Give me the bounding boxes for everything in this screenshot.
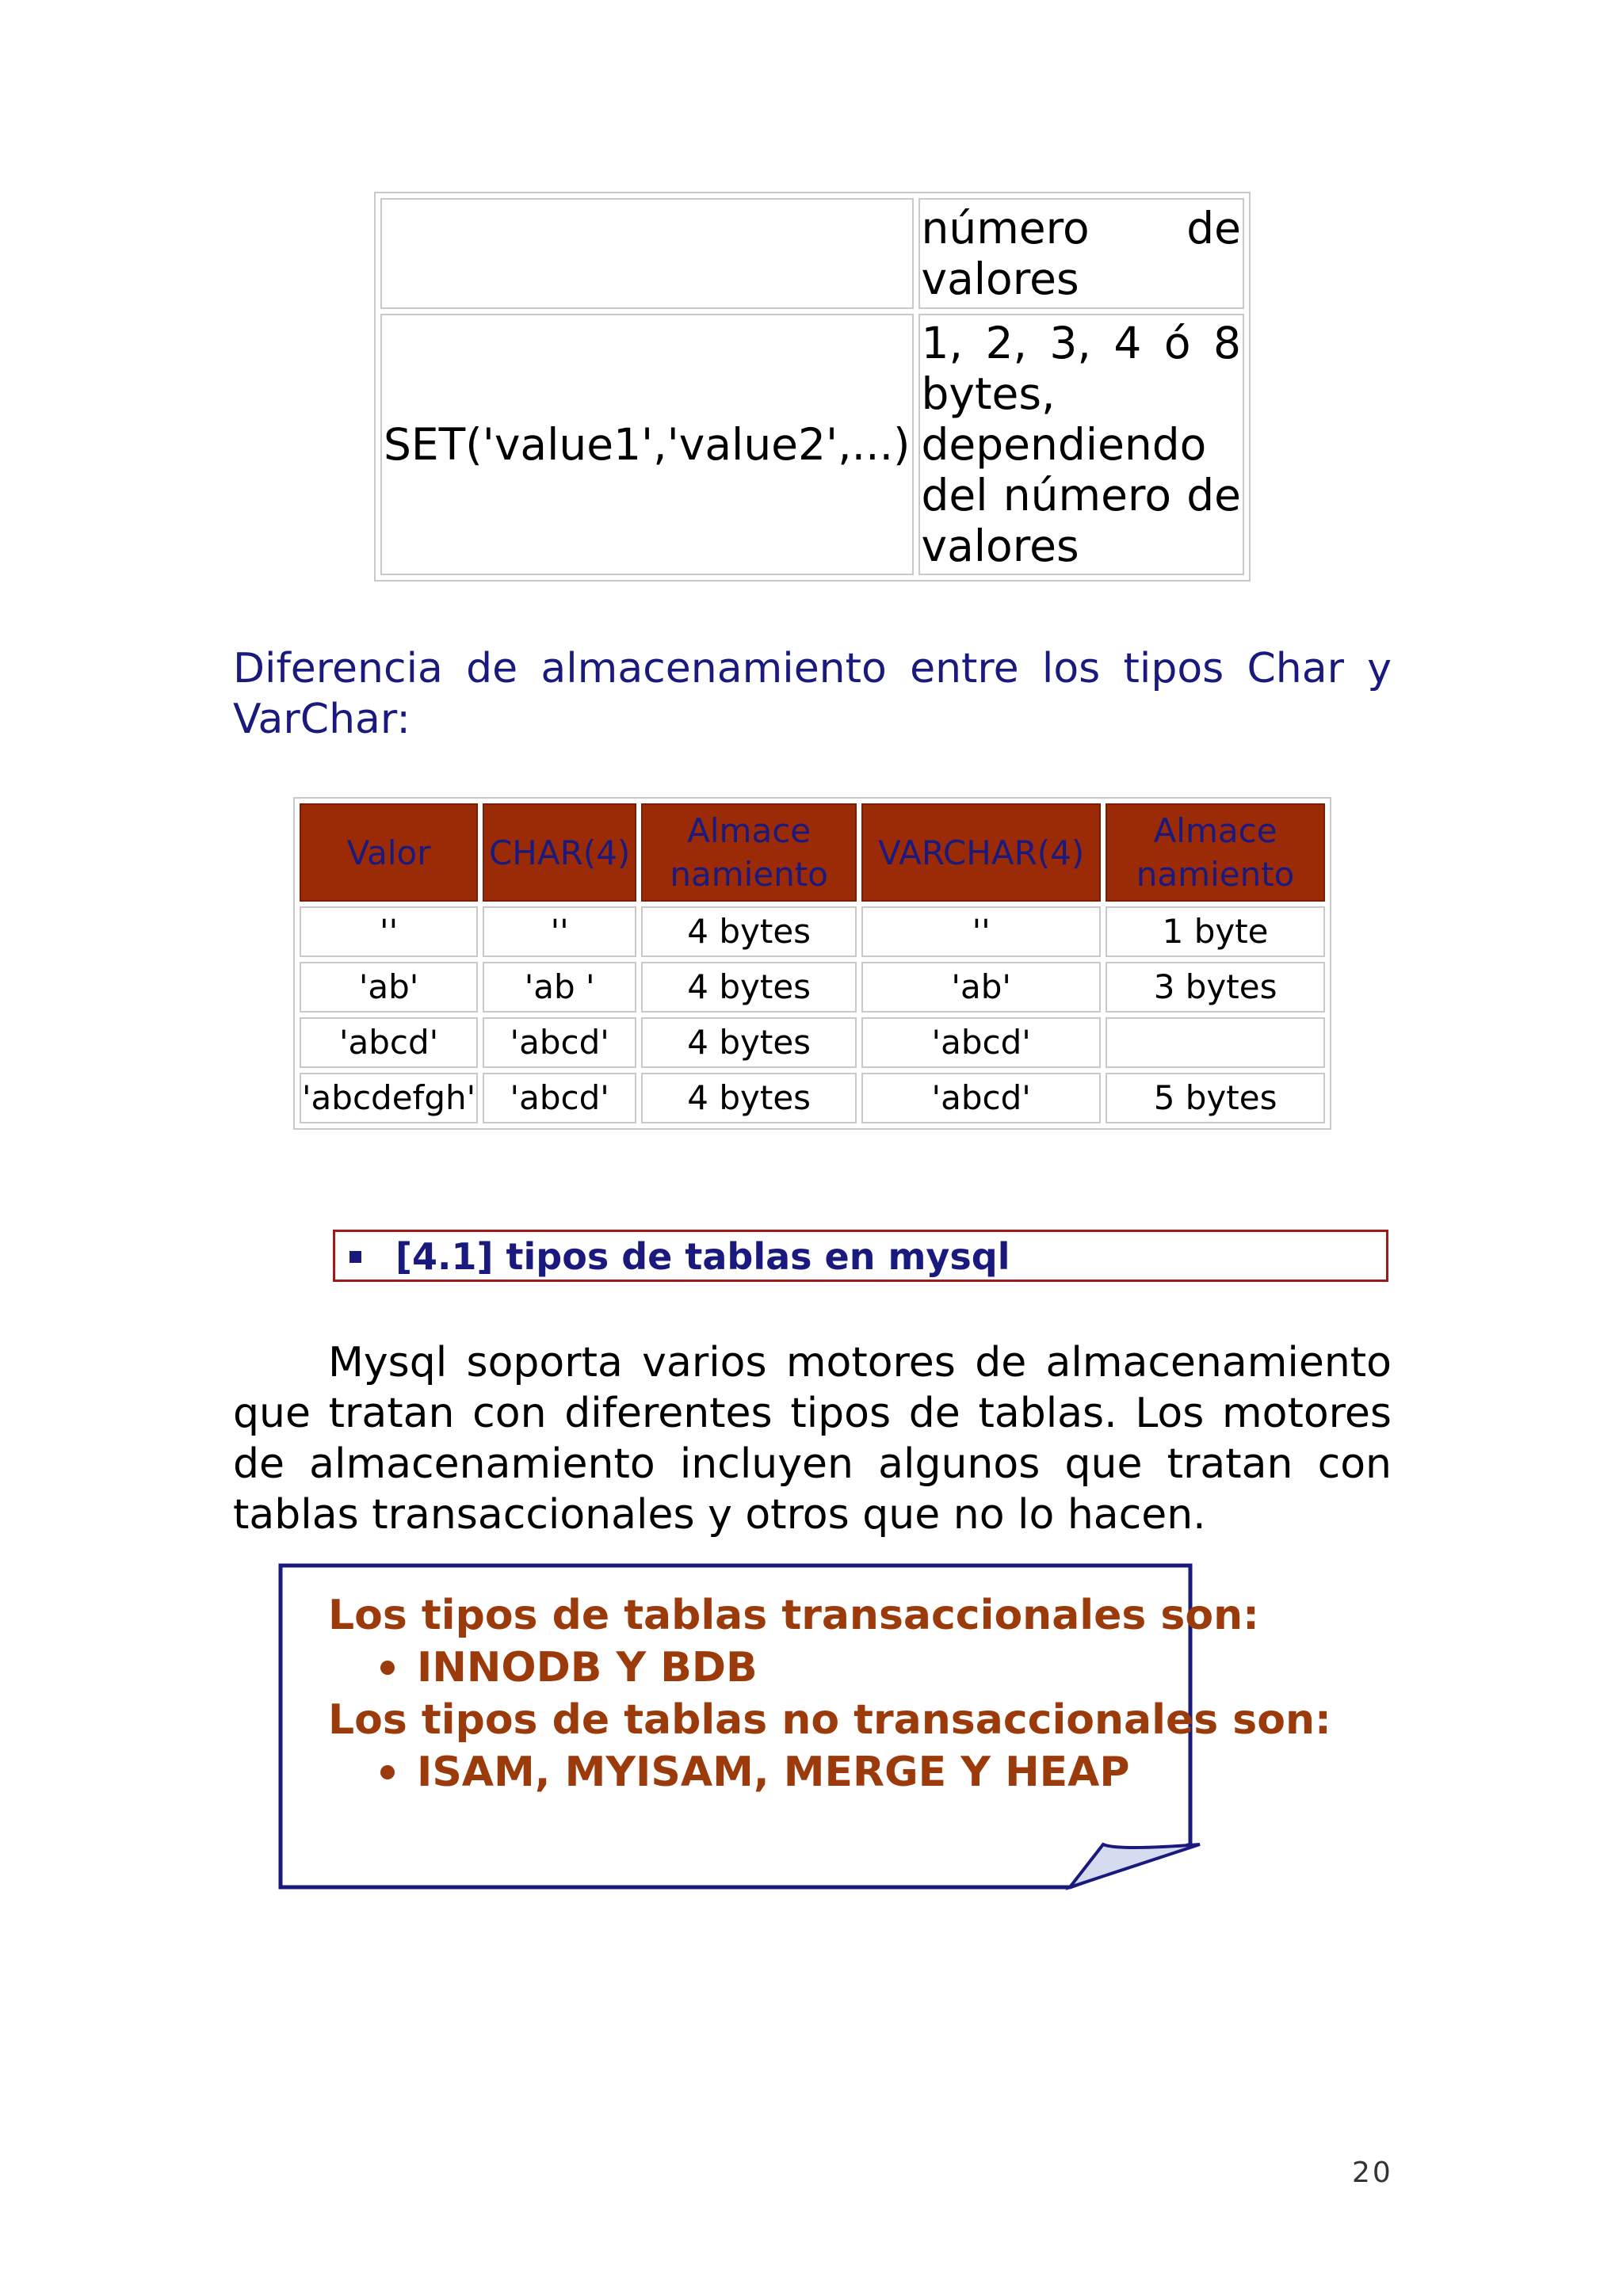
bullet-icon	[380, 1661, 395, 1675]
table-row	[380, 314, 1244, 575]
table-cell: 'abcd'	[861, 1073, 1101, 1123]
note-list-item	[328, 1746, 1331, 1798]
page-number: 20	[1352, 2157, 1393, 2189]
table-cell: 1 byte	[1106, 906, 1325, 957]
section-title-box	[333, 1230, 1388, 1282]
table-cell: 4 bytes	[641, 1017, 857, 1068]
note-item-text: ISAM, MYISAM, MERGE Y HEAP	[417, 1749, 1130, 1796]
table-header-row	[300, 803, 1325, 902]
table-row	[300, 1073, 1325, 1123]
header-valor: Valor	[300, 803, 478, 902]
table-cell: 'abcd'	[483, 1073, 636, 1123]
table-cell	[1106, 1017, 1325, 1068]
table-cell: 3 bytes	[1106, 962, 1325, 1013]
table-row	[300, 906, 1325, 957]
table-cell: ''	[861, 906, 1101, 957]
header-almacenamiento-char: Almace namiento	[641, 803, 857, 902]
table-cell: 'abcd'	[861, 1017, 1101, 1068]
body-paragraph: Mysql soporta varios motores de almacenamiento que tratan con diferentes tipos de tablas. Los motores de almacenamiento incluyen algunos que tratan con tablas transaccionales y otros que no lo hacen.	[233, 1339, 1392, 1539]
table-cell: 'ab '	[483, 962, 636, 1013]
note-content	[328, 1589, 1331, 1798]
table-cell: número de valores	[918, 198, 1244, 309]
section-heading: Diferencia de almacenamiento entre los tipos Char y VarChar:	[233, 645, 1392, 743]
table-row	[300, 1017, 1325, 1068]
table-row	[300, 962, 1325, 1013]
section-title: [4.1] tipos de tablas en mysql	[395, 1235, 1010, 1278]
table-row	[380, 198, 1244, 309]
table-cell: 5 bytes	[1106, 1073, 1325, 1123]
table-cell: 4 bytes	[641, 1073, 857, 1123]
table-cell: 'ab'	[300, 962, 478, 1013]
square-bullet-icon	[349, 1251, 361, 1263]
table-cell	[380, 198, 914, 309]
char-varchar-table	[293, 797, 1331, 1130]
table-cell: 'ab'	[861, 962, 1101, 1013]
note-line: Los tipos de tablas transaccionales son:	[328, 1592, 1259, 1639]
table-cell: 4 bytes	[641, 962, 857, 1013]
header-almacenamiento-varchar: Almace namiento	[1106, 803, 1325, 902]
table-cell: 1, 2, 3, 4 ó 8 bytes, dependiendo del número de valores	[918, 314, 1244, 575]
note-item-text: INNODB Y BDB	[417, 1644, 758, 1691]
table-cell: SET('value1','value2',...)	[380, 314, 914, 575]
table-cell: 'abcd'	[483, 1017, 636, 1068]
table-cell: ''	[300, 906, 478, 957]
table-cell: ''	[483, 906, 636, 957]
header-varchar4: VARCHAR(4)	[861, 803, 1101, 902]
table-cell: 'abcd'	[300, 1017, 478, 1068]
note-line: Los tipos de tablas no transaccionales son:	[328, 1696, 1331, 1744]
bullet-icon	[380, 1765, 395, 1779]
note-list-item	[328, 1642, 1331, 1694]
table-cell: 'abcdefgh'	[300, 1073, 478, 1123]
table-cell: 4 bytes	[641, 906, 857, 957]
header-char4: CHAR(4)	[483, 803, 636, 902]
data-type-table	[374, 192, 1251, 582]
